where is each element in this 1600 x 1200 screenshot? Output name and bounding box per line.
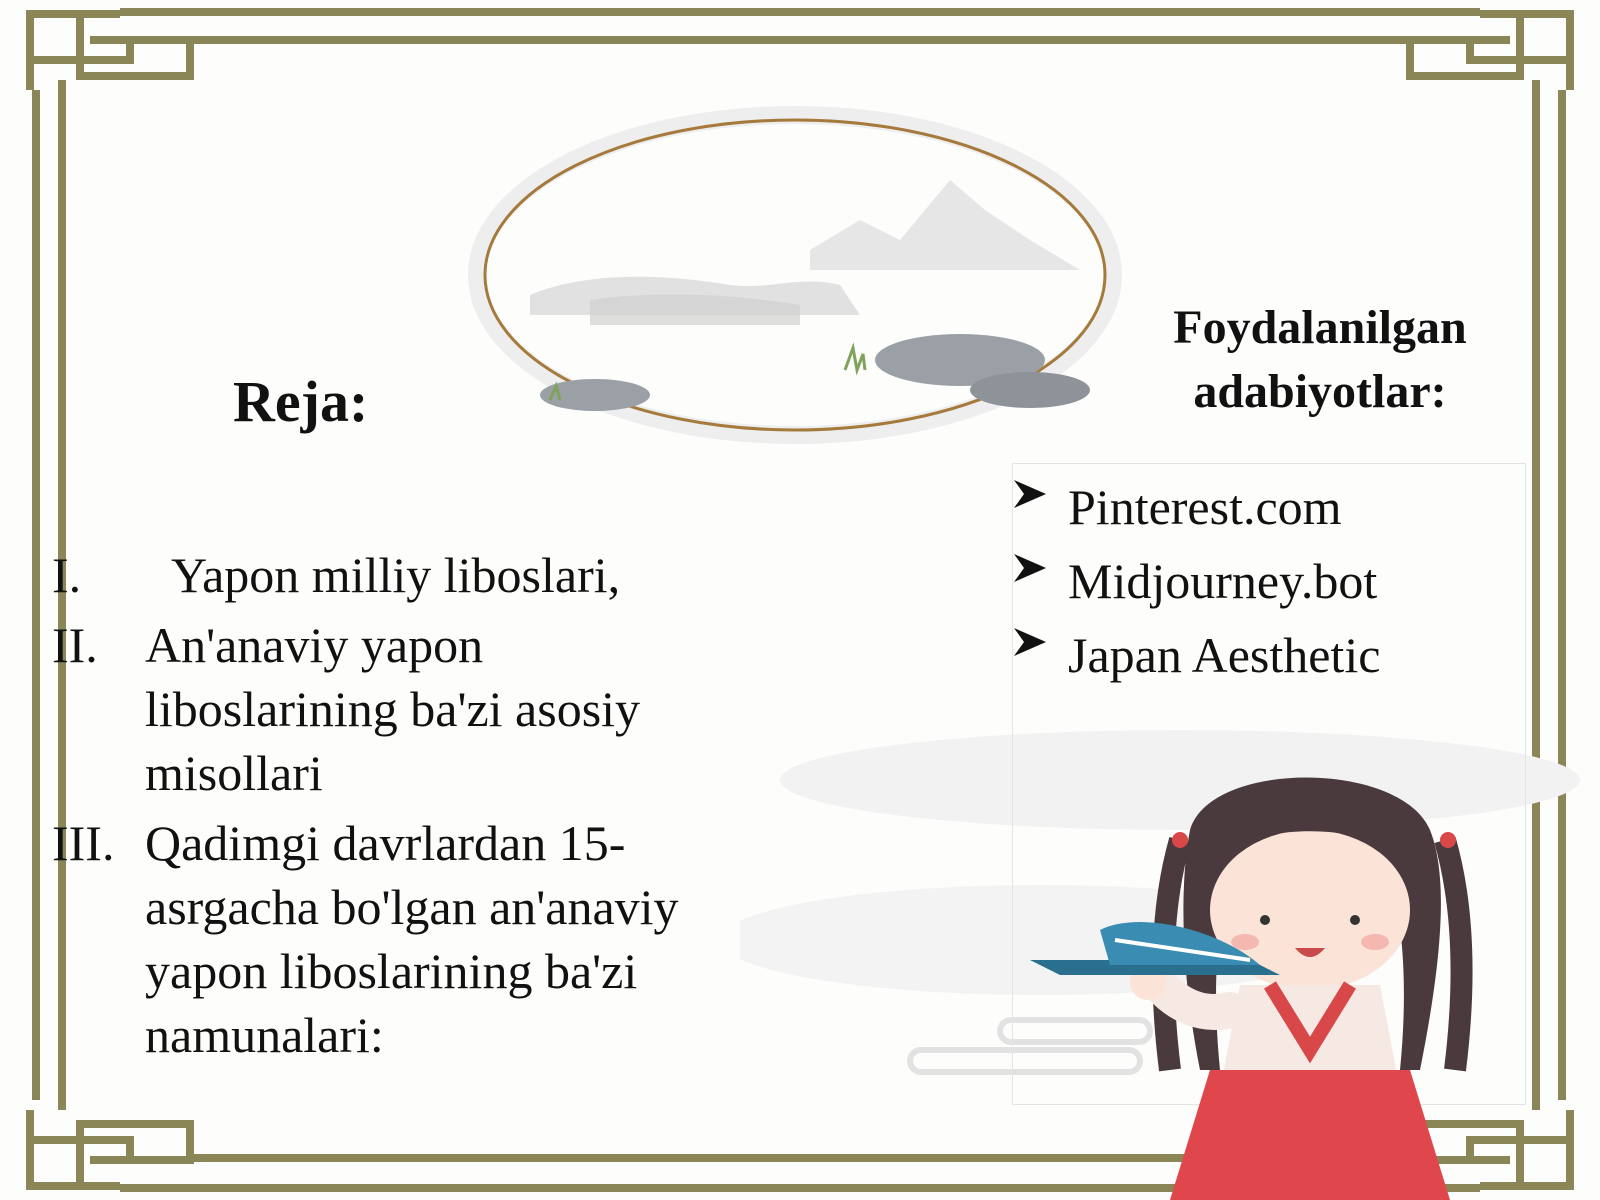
plan-item-text-line: liboslarining ba'zi asosiy (145, 681, 641, 737)
plan-list (52, 543, 752, 1073)
misty-mountain-landscape (440, 100, 1140, 460)
references-list (1012, 470, 1492, 692)
reference-item (1012, 618, 1492, 692)
plan-item-number: III. (52, 815, 115, 871)
plan-item (52, 811, 752, 1067)
plan-title: Reja: (233, 369, 369, 434)
plan-item-text: Yapon milliy liboslari, (171, 547, 621, 603)
girl-with-fan-illustration (1020, 770, 1500, 1200)
plan-item (52, 613, 752, 805)
reference-text: Pinterest.com (1068, 479, 1342, 535)
reference-item (1012, 544, 1492, 618)
references-title-line2: adabiyotlar: (1193, 365, 1447, 418)
references-title-line1: Foydalanilgan (1173, 301, 1467, 354)
arrow-bullet-icon (1012, 618, 1050, 678)
references-title (1110, 296, 1530, 424)
plan-item-number: II. (52, 617, 98, 673)
plan-item-text-line: namunalari: (145, 1007, 384, 1063)
plan-item (52, 543, 752, 607)
arrow-bullet-icon (1012, 544, 1050, 604)
reference-item (1012, 470, 1492, 544)
plan-item-text-line: yapon liboslarining ba'zi (145, 943, 638, 999)
plan-item-text-line: An'anaviy yapon (145, 617, 484, 673)
reference-text: Midjourney.bot (1068, 553, 1378, 609)
plan-item-text-line: misollari (145, 745, 323, 801)
plan-item-text-line: Qadimgi davrlardan 15- (145, 815, 626, 871)
plan-item-text-line: asrgacha bo'lgan an'anaviy (145, 879, 679, 935)
reference-text: Japan Aesthetic (1068, 627, 1381, 683)
arrow-bullet-icon (1012, 470, 1050, 530)
plan-item-number: I. (52, 547, 82, 603)
